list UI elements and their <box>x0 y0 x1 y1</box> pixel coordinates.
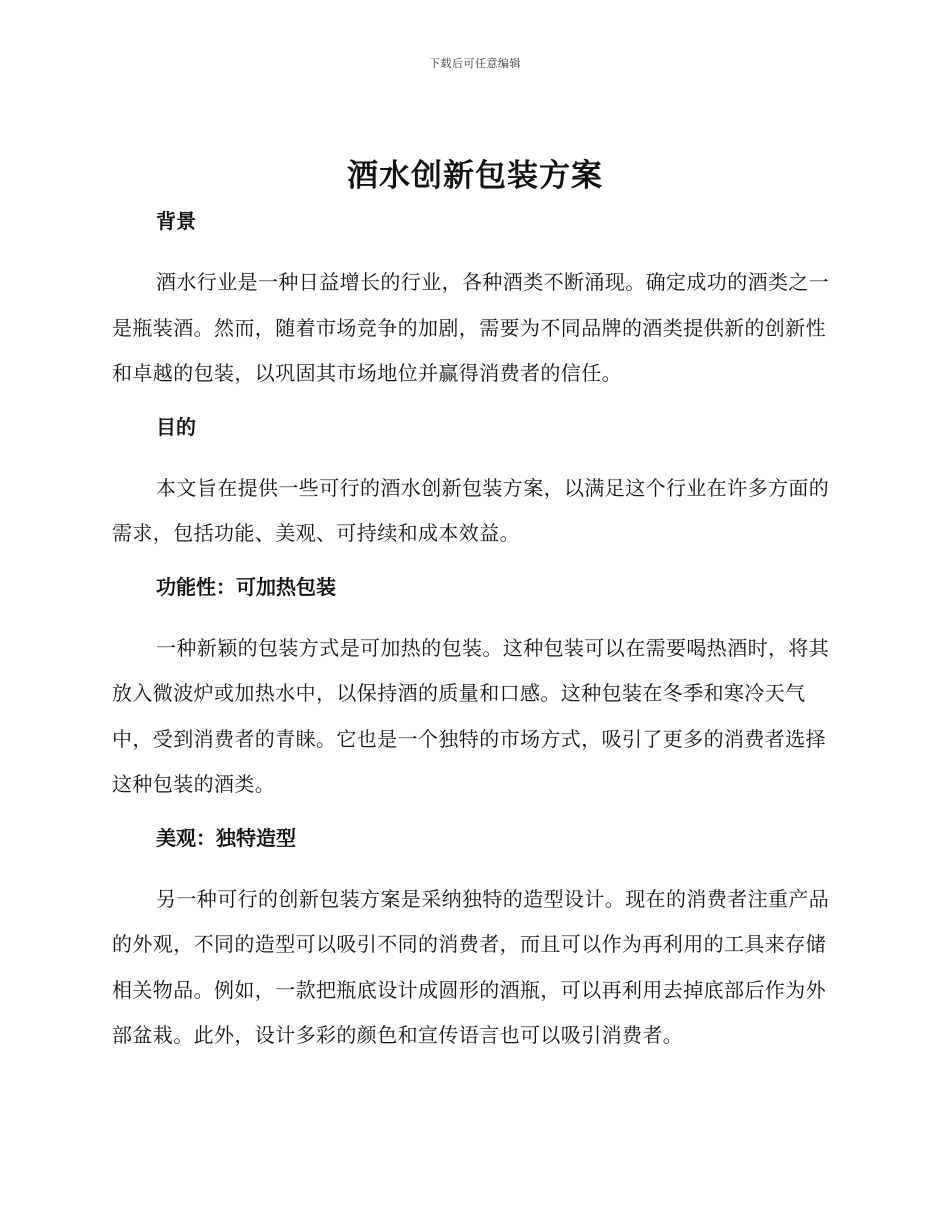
document-title: 酒水创新包装方案 <box>347 158 603 194</box>
section-heading: 目的 <box>156 414 196 439</box>
section-functionality <box>112 569 832 820</box>
section-heading: 美观：独特造型 <box>156 825 296 850</box>
section-heading: 功能性：可加热包装 <box>156 574 336 599</box>
section-purpose <box>112 409 832 569</box>
section-paragraph: 另一种可行的创新包装方案是采纳独特的造型设计。现在的消费者注重产品的外观，不同的造型可以吸引不同的消费者，而且可以作为再利用的工具来存储相关物品。例如，一款把瓶底设计成圆形的酒瓶，可以再利用去掉底部后作为外部盆栽。此外，设计多彩的颜色和宣传语言也可以吸引消费者。 <box>112 886 830 1047</box>
section-heading: 背景 <box>156 209 196 233</box>
section-paragraph: 酒水行业是一种日益增长的行业，各种酒类不断涌现。确定成功的酒类之一是瓶装酒。然而，随着市场竞争的加剧，需要为不同品牌的酒类提供新的创新性和卓越的包装，以巩固其市场地位并赢得消费者的信任。 <box>112 270 830 385</box>
section-background <box>112 203 832 409</box>
section-paragraph: 本文旨在提供一些可行的酒水创新包装方案，以满足这个行业在许多方面的需求，包括功能、美观、可持续和成本效益。 <box>112 475 830 545</box>
section-aesthetics <box>112 820 832 1059</box>
section-paragraph: 一种新颖的包装方式是可加热的包装。这种包装可以在需要喝热酒时，将其放入微波炉或加热水中，以保持酒的质量和口感。这种包装在冬季和寒冷天气中，受到消费者的青睐。它也是一个独特的市场方式，吸引了更多的消费者选择这种包装的酒类。 <box>112 635 830 796</box>
header-note: 下载后可任意编辑 <box>429 57 521 70</box>
document-body <box>112 203 832 1059</box>
